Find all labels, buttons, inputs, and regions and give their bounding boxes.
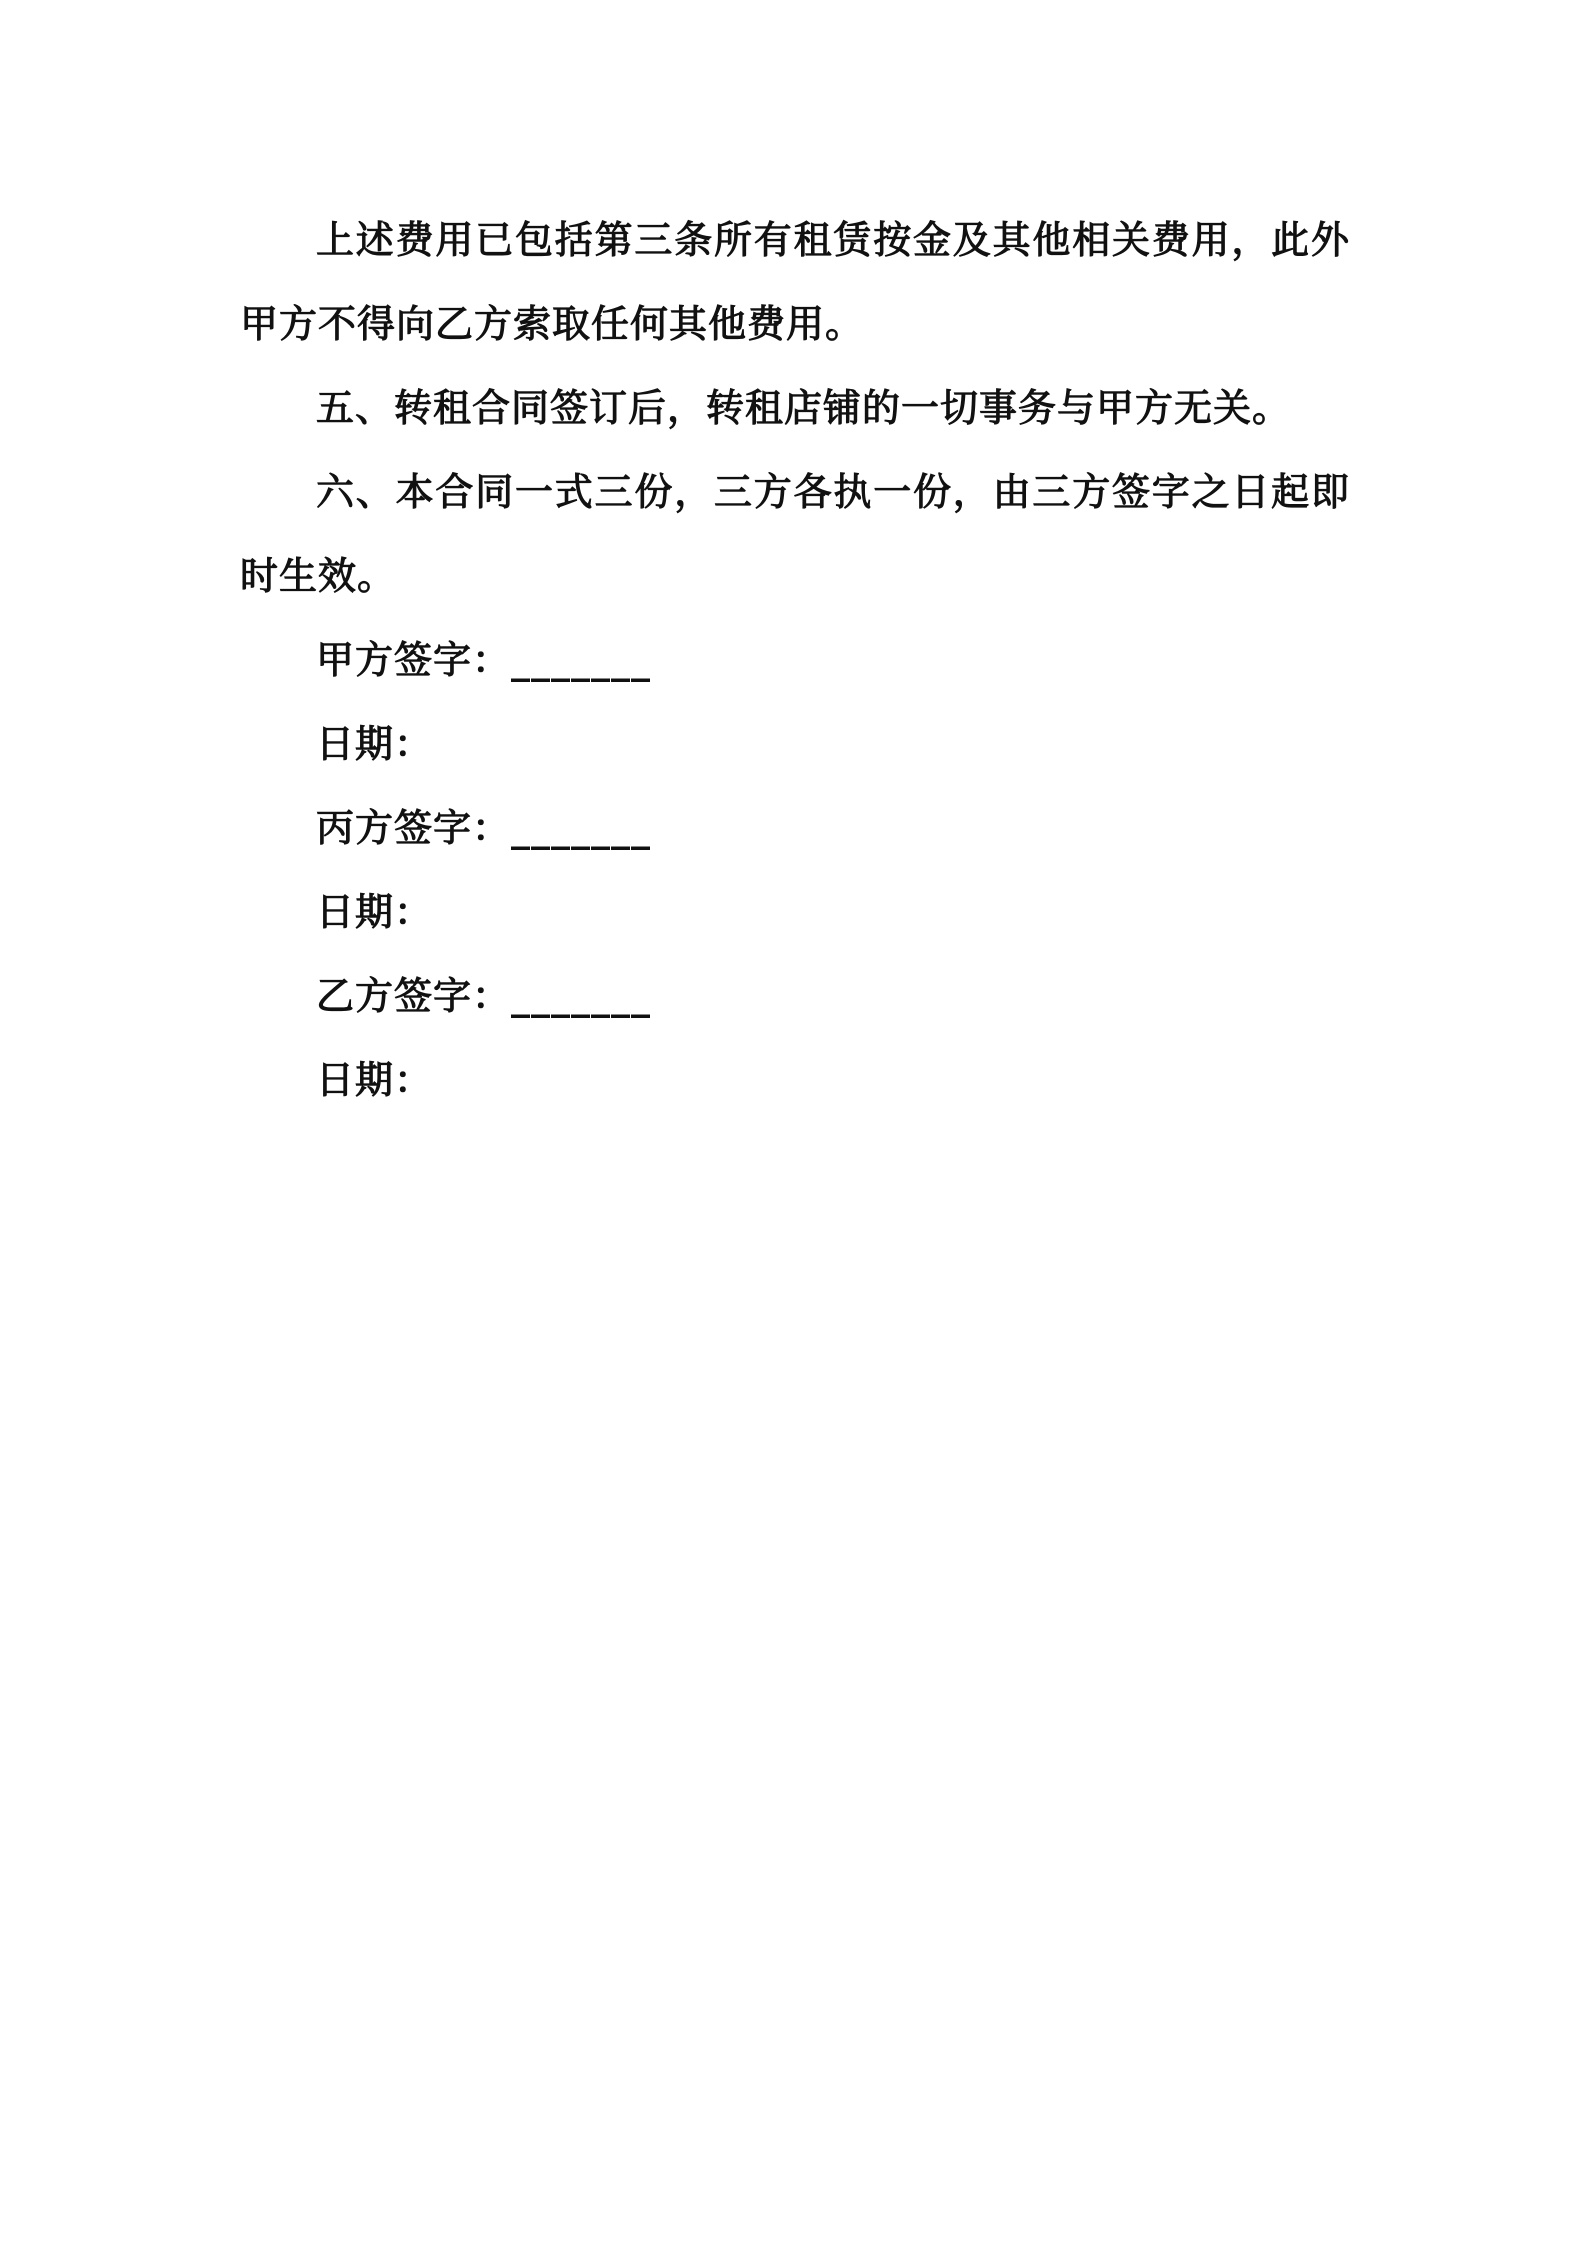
signature-party-c: 丙方签字：_______: [316, 806, 652, 850]
paragraph-clause-five: 五、转租合同签订后，转租店铺的一切事务与甲方无关。: [316, 386, 1292, 430]
paragraph-clause-six: 六、本合同一式三份，三方各执一份，由三方签字之日起即时生效。: [240, 470, 1350, 598]
signature-party-b: 乙方签字：_______: [316, 974, 652, 1018]
date-party-b: 日期：: [316, 1058, 434, 1102]
document-body: [240, 198, 1350, 1122]
date-party-a: 日期：: [316, 722, 434, 766]
signature-party-a: 甲方签字：_______: [316, 638, 652, 682]
date-party-c: 日期：: [316, 890, 434, 934]
paragraph-fees: 上述费用已包括第三条所有租赁按金及其他相关费用，此外甲方不得向乙方索取任何其他费用。: [240, 218, 1350, 346]
